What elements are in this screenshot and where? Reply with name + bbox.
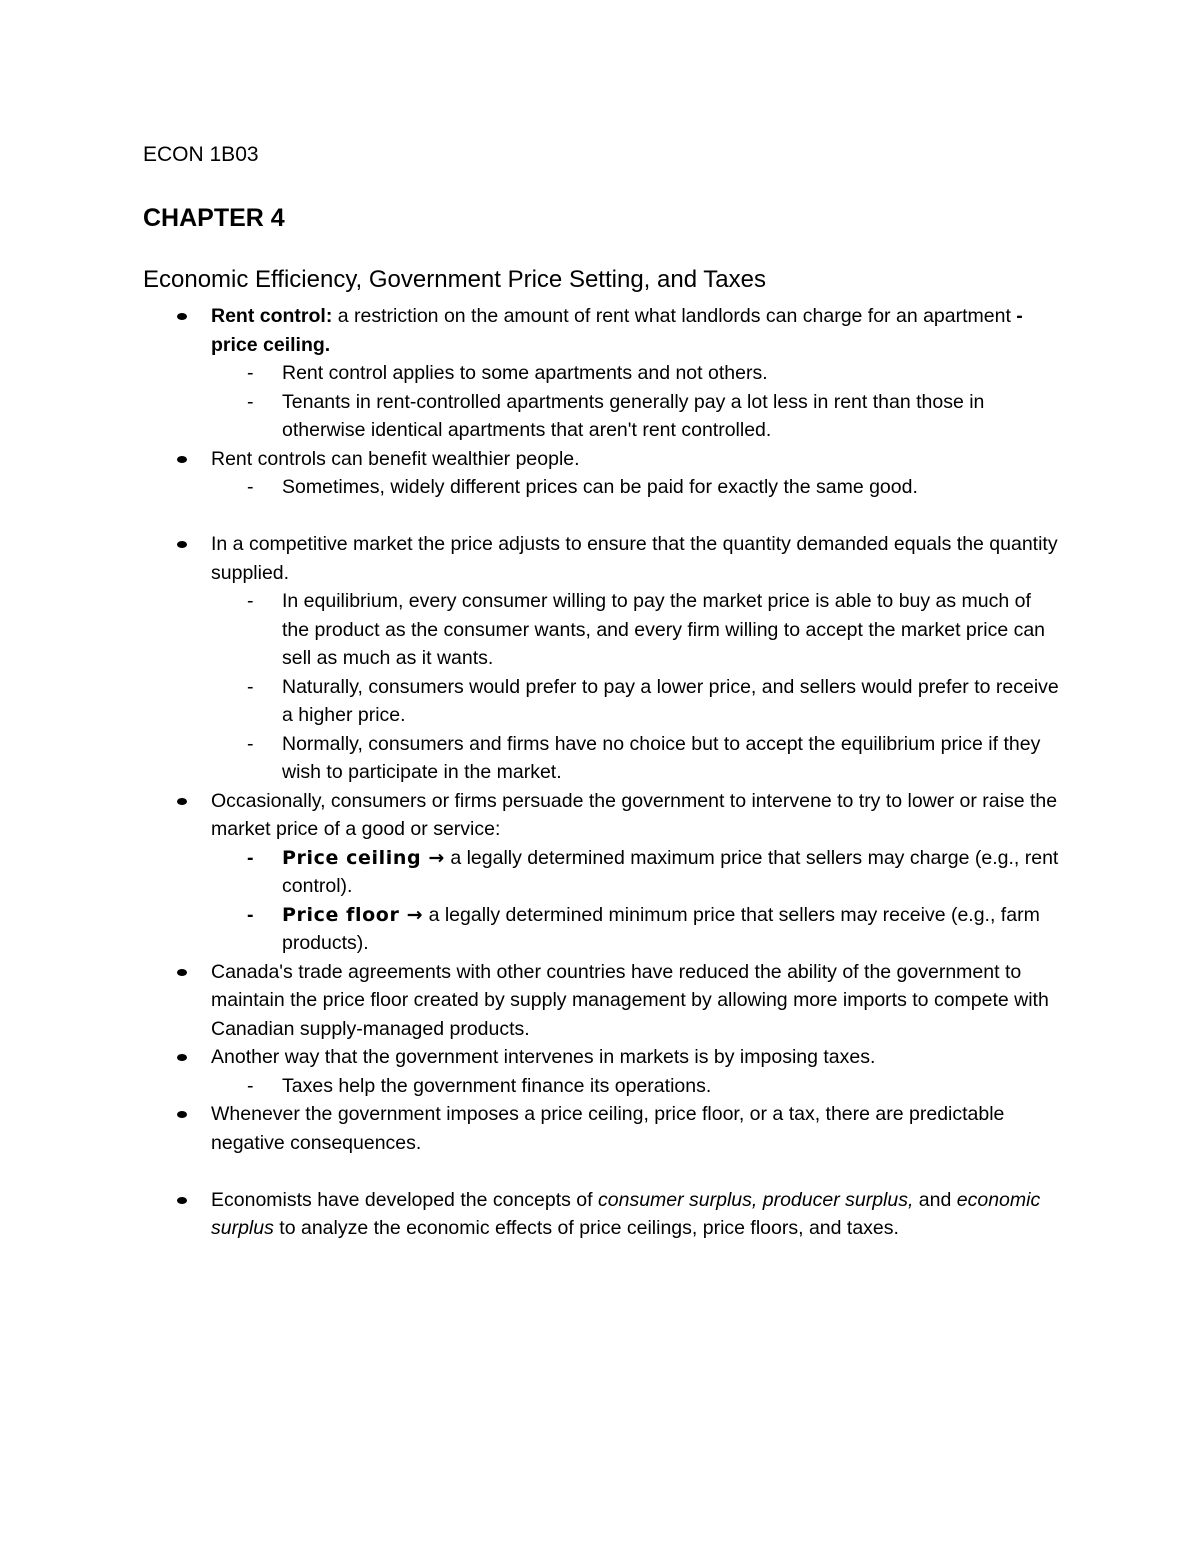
bullet-text: Occasionally, consumers or firms persuade the government to intervene to try to lower or raise the market price of a good or service: xyxy=(211,789,1058,840)
dash-icon: - xyxy=(247,590,254,612)
blank-line xyxy=(143,502,1063,531)
bullet-icon xyxy=(177,456,187,463)
sub-item xyxy=(143,1072,1063,1101)
bullet-text: Another way that the government intervenes in markets is by imposing taxes. xyxy=(211,1046,876,1068)
bullet-item xyxy=(143,1100,1063,1157)
sub-item-text: In equilibrium, every consumer willing to pay the market price is able to buy as much of the product as the consumer wants, and every firm willing to accept the market price can sell as much as it wants. xyxy=(282,590,1046,669)
bullet-item xyxy=(143,302,1063,359)
sub-item xyxy=(143,587,1063,673)
term-price-ceiling: Price ceiling → xyxy=(282,846,445,869)
bullet-text: Canada's trade agreements with other countries have reduced the ability of the government to maintain the price floor created by supply management by allowing more imports to compete with Canadian supply-managed products. xyxy=(211,960,1049,1040)
sub-item-text: Rent control applies to some apartments and not others. xyxy=(282,362,768,384)
term-consumer-producer-surplus: consumer surplus, producer surplus, xyxy=(598,1188,914,1211)
sub-item-text: Naturally, consumers would prefer to pay a lower price, and sellers would prefer to receive a higher price. xyxy=(282,675,1059,726)
sub-item xyxy=(143,473,1063,502)
sub-item xyxy=(143,673,1063,730)
dash-icon: - xyxy=(247,846,254,869)
bullet-icon xyxy=(177,1111,187,1118)
dash-icon: - xyxy=(247,732,254,755)
dash-icon: - xyxy=(247,675,254,698)
bullet-item xyxy=(143,958,1063,1044)
bullet-icon xyxy=(177,1197,187,1204)
sub-item xyxy=(143,844,1063,901)
course-code: ECON 1B03 xyxy=(143,143,259,166)
bullet-icon xyxy=(177,541,187,548)
sub-item xyxy=(143,730,1063,787)
bullet-item xyxy=(143,530,1063,587)
bullet-item xyxy=(143,445,1063,474)
bullet-text: Whenever the government imposes a price ceiling, price floor, or a tax, there are predictable negative consequences. xyxy=(211,1103,1005,1154)
dash-icon: - xyxy=(247,362,254,384)
bullet-text: to analyze the economic effects of price ceilings, price floors, and taxes. xyxy=(273,1217,899,1239)
bullet-icon xyxy=(177,798,187,805)
bullet-text: Economists have developed the concepts of xyxy=(211,1188,598,1211)
bullet-item xyxy=(143,787,1063,844)
sub-item-text: Taxes help the government finance its operations. xyxy=(282,1074,712,1097)
term-economic-surplus: economic surplus xyxy=(211,1188,1041,1239)
section-title: Economic Efficiency, Government Price Setting, and Taxes xyxy=(143,266,766,293)
bullet-text: Rent controls can benefit wealthier people. xyxy=(211,447,580,470)
sub-item-text: a legally determined minimum price that sellers may receive (e.g., farm products). xyxy=(282,903,1040,954)
term-rent-control: Rent control: xyxy=(211,305,333,327)
bullet-icon xyxy=(177,313,187,320)
sub-item-text: Sometimes, widely different prices can be paid for exactly the same good. xyxy=(282,476,918,498)
sub-item xyxy=(143,359,1063,388)
bullet-text: a restriction on the amount of rent what landlords can charge for an apartment xyxy=(332,305,1017,327)
sub-item-text: Tenants in rent-controlled apartments generally pay a lot less in rent than those in otherwise identical apartments that aren't rent controlled. xyxy=(282,390,985,441)
dash-icon: - xyxy=(247,903,254,926)
sub-item xyxy=(143,388,1063,445)
blank-line xyxy=(143,1157,1063,1186)
notes-list xyxy=(143,302,1063,1243)
term-price-floor: Price floor → xyxy=(282,903,424,926)
dash-icon: - xyxy=(247,1074,254,1097)
sub-item-text: a legally determined maximum price that sellers may charge (e.g., rent control). xyxy=(282,846,1059,897)
price-ceiling-emphasis: - price ceiling. xyxy=(211,305,1023,356)
bullet-text: and xyxy=(913,1188,957,1211)
sub-item-text: Normally, consumers and firms have no choice but to accept the equilibrium price if they wish to participate in the market. xyxy=(282,732,1041,783)
bullet-text: In a competitive market the price adjusts to ensure that the quantity demanded equals the quantity supplied. xyxy=(211,533,1058,584)
bullet-icon xyxy=(177,1054,187,1061)
dash-icon: - xyxy=(247,476,254,498)
chapter-heading: CHAPTER 4 xyxy=(143,204,285,232)
dash-icon: - xyxy=(247,390,254,413)
bullet-item xyxy=(143,1043,1063,1072)
bullet-item xyxy=(143,1186,1063,1243)
sub-item xyxy=(143,901,1063,958)
bullet-icon xyxy=(177,969,187,976)
